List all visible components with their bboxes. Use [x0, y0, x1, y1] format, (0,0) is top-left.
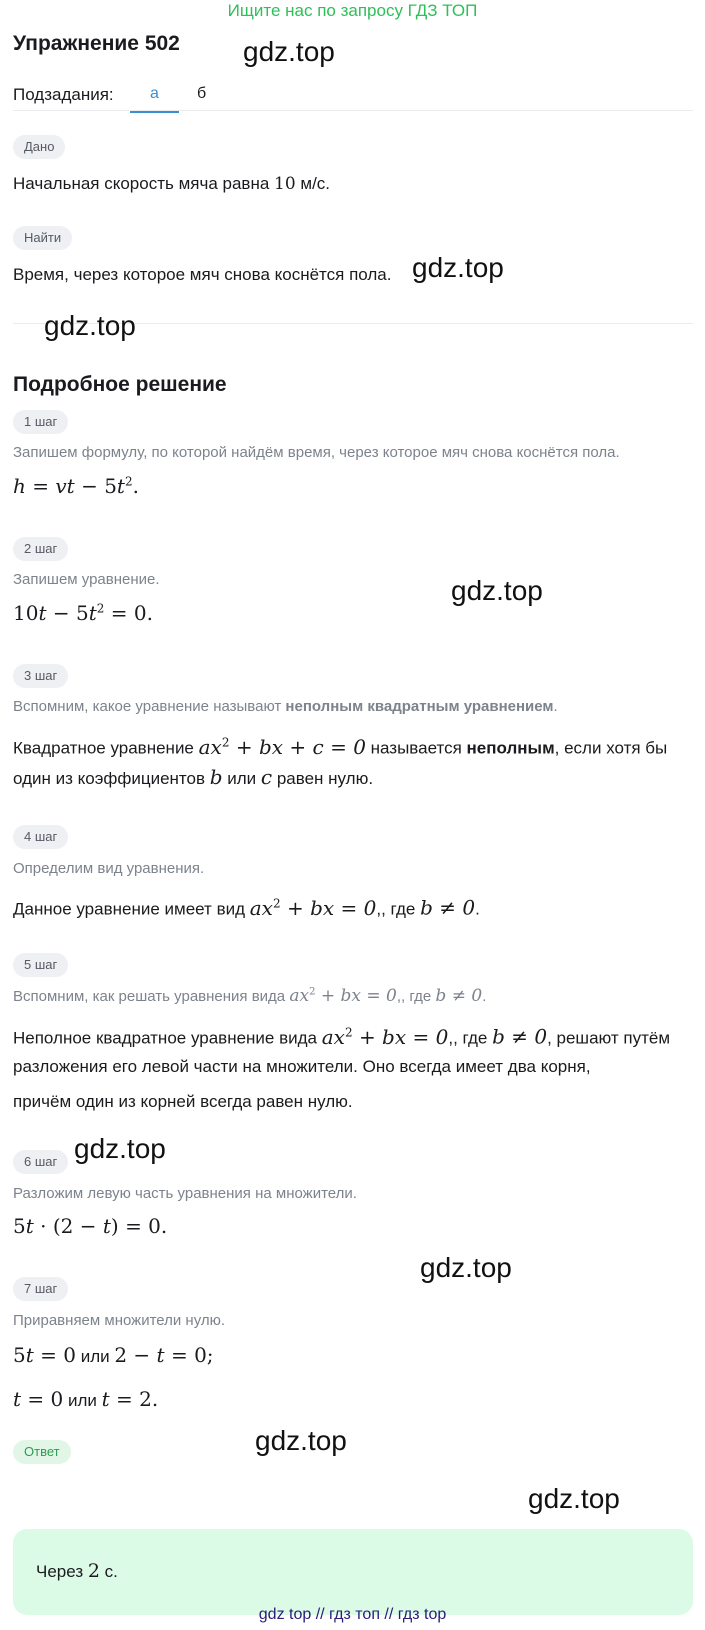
- step-3-pill: 3 шаг: [13, 664, 68, 688]
- page-title: Упражнение 502: [13, 32, 180, 55]
- watermark: gdz.top: [255, 1425, 347, 1456]
- step-5-pill: 5 шаг: [13, 953, 68, 977]
- step-7-line-1: 5t = 0 или 2 − t = 0;: [13, 1343, 214, 1367]
- step-1-formula: h = vt − $5t^2$.: [13, 474, 139, 498]
- step-1-pill: 1 шаг: [13, 410, 68, 434]
- given-pill: Дано: [13, 135, 65, 159]
- step-7-note: Приравняем множители нулю.: [13, 1312, 226, 1329]
- find-text: Время, через которое мяч снова коснётся пола.: [13, 265, 392, 284]
- step-4-pill: 4 шаг: [13, 825, 68, 849]
- step-2-formula: $10t - 5t^2 = 0$.: [13, 601, 153, 625]
- step-5-note: Вспомним, как решать уравнения вида $ax^2$ + bx = 0,, где b ≠ 0.: [13, 986, 487, 1006]
- step-3-line-1: Квадратное уравнение $ax^2$ + bx + c = 0 называется неполным, если хотя бы: [13, 734, 668, 759]
- given-text: Начальная скорость мяча равна 10 м/с.: [13, 174, 331, 194]
- step-7-pill: 7 шаг: [13, 1277, 68, 1301]
- step-5-line-3: причём один из корней всегда равен нулю.: [13, 1092, 353, 1111]
- find-pill: Найти: [13, 226, 72, 250]
- answer-pill: Ответ: [13, 1440, 71, 1464]
- watermark: gdz.top: [74, 1133, 166, 1164]
- step-6-pill: 6 шаг: [13, 1150, 68, 1174]
- step-2-note: Запишем уравнение.: [13, 571, 160, 588]
- step-4-line: Данное уравнение имеет вид $ax^2$ + bx = 0,, где b ≠ 0.: [13, 895, 480, 920]
- tab-a[interactable]: а: [130, 85, 179, 113]
- step-4-note: Определим вид уравнения.: [13, 860, 205, 877]
- watermark: gdz.top: [451, 575, 543, 606]
- step-3-note: Вспомним, какое уравнение называют неполным квадратным уравнением.: [13, 698, 558, 715]
- step-5-line-2: разложения его левой части на множители. Оно всегда имеет два корня,: [13, 1057, 591, 1076]
- step-7-line-2: t = 0 или t = 2.: [13, 1387, 159, 1411]
- watermark: gdz.top: [420, 1252, 512, 1283]
- step-1-note: Запишем формулу, по которой найдём время, через которое мяч снова коснётся пола.: [13, 444, 620, 461]
- footer-links[interactable]: gdz top // гдз топ // гдз top: [258, 1606, 447, 1623]
- step-6-formula: 5t · (2 − t) = 0.: [13, 1214, 168, 1238]
- watermark: gdz.top: [412, 252, 504, 283]
- subtasks-label: Подзадания:: [13, 85, 114, 104]
- watermark: gdz.top: [44, 310, 136, 341]
- step-5-line-1: Неполное квадратное уравнение вида $ax^2$ + bx = 0,, где b ≠ 0, решают путём: [13, 1024, 671, 1049]
- solution-title: Подробное решение: [13, 373, 227, 396]
- divider: [13, 110, 693, 111]
- watermark: gdz.top: [243, 36, 335, 67]
- tab-b[interactable]: б: [197, 85, 207, 102]
- search-banner: Ищите нас по запросу ГДЗ ТОП: [227, 1, 478, 20]
- step-2-pill: 2 шаг: [13, 537, 68, 561]
- step-6-note: Разложим левую часть уравнения на множители.: [13, 1185, 357, 1202]
- answer-text: Через 2 с.: [36, 1560, 118, 1582]
- watermark: gdz.top: [528, 1483, 620, 1514]
- step-3-line-2: один из коэффициентов b или c равен нулю.: [13, 765, 374, 789]
